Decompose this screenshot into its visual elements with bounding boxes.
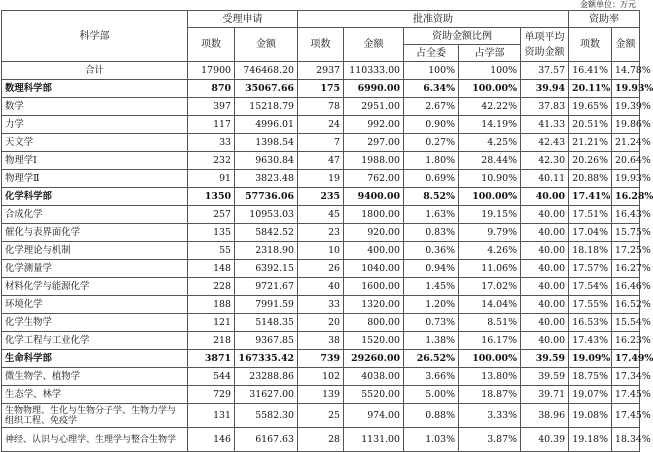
cell-ap-amount: 400.00 <box>344 242 404 260</box>
cell-rate-amount: 15.75% <box>612 224 640 242</box>
cell-app-count: 33 <box>188 134 235 152</box>
cell-share-total: 1.63% <box>404 206 459 224</box>
cell-avg: 42.43 <box>521 134 569 152</box>
header-row-1 <box>2 11 640 28</box>
cell-app-amount: 15218.79 <box>235 98 298 116</box>
cell-rate-amount: 16.27% <box>612 260 640 278</box>
cell-rate-amount: 16.43% <box>612 206 640 224</box>
cell-share-dept: 17.02% <box>459 278 521 296</box>
cell-share-total: 6.34% <box>404 80 459 98</box>
header-rate-amount: 金额 <box>612 28 640 62</box>
cell-share-dept: 8.51% <box>459 314 521 332</box>
discipline-row <box>2 134 640 152</box>
cell-app-count: 3871 <box>188 350 235 368</box>
discipline-row <box>2 260 640 278</box>
row-name: 材料化学与能源化学 <box>2 278 188 296</box>
cell-ap-count: 25 <box>298 404 344 428</box>
cell-share-dept: 42.22% <box>459 98 521 116</box>
cell-rate-amount: 20.64% <box>612 152 640 170</box>
cell-rate-count: 20.51% <box>569 116 612 134</box>
cell-share-total: 1.80% <box>404 152 459 170</box>
header-app-amount: 金额 <box>235 28 298 62</box>
row-name: 化学科学部 <box>2 188 188 206</box>
cell-app-amount: 35067.66 <box>235 80 298 98</box>
cell-rate-count: 19.65% <box>569 98 612 116</box>
cell-share-total: 0.83% <box>404 224 459 242</box>
row-name: 物理学Ⅰ <box>2 152 188 170</box>
cell-rate-amount: 19.86% <box>612 116 640 134</box>
cell-ap-amount: 297.00 <box>344 134 404 152</box>
cell-share-dept: 100.00% <box>459 188 521 206</box>
cell-share-dept: 3.87% <box>459 428 521 452</box>
cell-app-count: 1350 <box>188 188 235 206</box>
cell-rate-amount: 17.45% <box>612 386 640 404</box>
cell-rate-amount: 17.49% <box>612 350 640 368</box>
discipline-row <box>2 296 640 314</box>
cell-rate-amount: 19.39% <box>612 98 640 116</box>
row-name: 催化与表界面化学 <box>2 224 188 242</box>
cell-avg: 40.00 <box>521 296 569 314</box>
cell-share-total: 0.73% <box>404 314 459 332</box>
cell-ap-amount: 110333.00 <box>344 62 404 80</box>
cell-app-count: 55 <box>188 242 235 260</box>
discipline-row <box>2 98 640 116</box>
cell-rate-count: 20.26% <box>569 152 612 170</box>
cell-share-dept: 4.26% <box>459 242 521 260</box>
cell-share-total: 2.67% <box>404 98 459 116</box>
amount-unit-note: 金额单位：万元 <box>580 0 636 9</box>
cell-ap-amount: 1320.00 <box>344 296 404 314</box>
cell-app-amount: 6167.63 <box>235 428 298 452</box>
cell-app-amount: 4996.01 <box>235 116 298 134</box>
cell-ap-count: 45 <box>298 206 344 224</box>
cell-app-amount: 5582.30 <box>235 404 298 428</box>
cell-app-count: 135 <box>188 224 235 242</box>
cell-rate-amount: 17.34% <box>612 368 640 386</box>
cell-ap-count: 78 <box>298 98 344 116</box>
cell-share-dept: 100.00% <box>459 80 521 98</box>
cell-ap-amount: 762.00 <box>344 170 404 188</box>
cell-ap-amount: 800.00 <box>344 314 404 332</box>
cell-rate-amount: 16.23% <box>612 332 640 350</box>
cell-app-count: 870 <box>188 80 235 98</box>
cell-share-dept: 9.79% <box>459 224 521 242</box>
row-name: 合成化学 <box>2 206 188 224</box>
funding-statistics-table <box>1 10 653 452</box>
cell-share-dept: 100% <box>459 62 521 80</box>
cell-app-count: 117 <box>188 116 235 134</box>
discipline-row <box>2 224 640 242</box>
cell-app-count: 544 <box>188 368 235 386</box>
header-ap-amount: 金额 <box>344 28 404 62</box>
cell-rate-count: 19.18% <box>569 428 612 452</box>
cell-app-count: 232 <box>188 152 235 170</box>
cell-avg: 41.33 <box>521 116 569 134</box>
cell-share-total: 26.52% <box>404 350 459 368</box>
cell-ap-amount: 1600.00 <box>344 278 404 296</box>
cell-app-amount: 31627.00 <box>235 386 298 404</box>
cell-ap-count: 739 <box>298 350 344 368</box>
cell-avg: 40.00 <box>521 278 569 296</box>
department-summary-row <box>2 188 640 206</box>
cell-share-total: 1.38% <box>404 332 459 350</box>
cell-ap-amount: 1988.00 <box>344 152 404 170</box>
cell-share-total: 5.00% <box>404 386 459 404</box>
cell-app-count: 17900 <box>188 62 235 80</box>
cell-share-total: 0.90% <box>404 116 459 134</box>
cell-ap-count: 7 <box>298 134 344 152</box>
cell-rate-count: 19.09% <box>569 350 612 368</box>
cell-rate-count: 17.54% <box>569 278 612 296</box>
cell-app-amount: 5842.52 <box>235 224 298 242</box>
cell-share-total: 8.52% <box>404 188 459 206</box>
cell-app-amount: 7991.59 <box>235 296 298 314</box>
cell-app-amount: 1398.54 <box>235 134 298 152</box>
cell-rate-count: 19.08% <box>569 404 612 428</box>
cell-share-total: 1.20% <box>404 296 459 314</box>
cell-ap-count: 28 <box>298 428 344 452</box>
cell-share-total: 3.66% <box>404 368 459 386</box>
cell-avg: 40.00 <box>521 314 569 332</box>
cell-rate-amount: 19.93% <box>612 170 640 188</box>
cell-app-count: 188 <box>188 296 235 314</box>
cell-avg: 39.71 <box>521 386 569 404</box>
cell-rate-count: 17.04% <box>569 224 612 242</box>
cell-app-count: 729 <box>188 386 235 404</box>
row-name: 化学工程与工业化学 <box>2 332 188 350</box>
cell-ap-amount: 29260.00 <box>344 350 404 368</box>
cell-app-amount: 2318.90 <box>235 242 298 260</box>
cell-ap-amount: 1800.00 <box>344 206 404 224</box>
cell-rate-count: 20.88% <box>569 170 612 188</box>
cell-ap-count: 26 <box>298 260 344 278</box>
row-name: 物理学Ⅱ <box>2 170 188 188</box>
cell-ap-count: 47 <box>298 152 344 170</box>
cell-avg: 39.94 <box>521 80 569 98</box>
cell-share-total: 0.94% <box>404 260 459 278</box>
cell-ap-count: 20 <box>298 314 344 332</box>
cell-rate-amount: 15.54% <box>612 314 640 332</box>
cell-ap-count: 139 <box>298 386 344 404</box>
cell-app-count: 257 <box>188 206 235 224</box>
cell-app-amount: 9367.85 <box>235 332 298 350</box>
discipline-row <box>2 428 640 452</box>
cell-app-count: 146 <box>188 428 235 452</box>
header-share-total: 占全委 <box>404 45 459 62</box>
cell-app-amount: 9721.67 <box>235 278 298 296</box>
discipline-row <box>2 386 640 404</box>
cell-rate-count: 17.55% <box>569 296 612 314</box>
row-name: 化学测量学 <box>2 260 188 278</box>
cell-ap-amount: 5520.00 <box>344 386 404 404</box>
discipline-row <box>2 368 640 386</box>
cell-avg: 40.00 <box>521 332 569 350</box>
cell-avg: 37.57 <box>521 62 569 80</box>
cell-rate-count: 17.57% <box>569 260 612 278</box>
cell-ap-amount: 9400.00 <box>344 188 404 206</box>
cell-ap-count: 19 <box>298 170 344 188</box>
cell-avg: 38.96 <box>521 404 569 428</box>
cell-rate-count: 16.41% <box>569 62 612 80</box>
row-name: 力学 <box>2 116 188 134</box>
cell-ap-amount: 6990.00 <box>344 80 404 98</box>
header-avg: 单项平均资助金额 <box>521 28 569 62</box>
header-ap-count: 项数 <box>298 28 344 62</box>
cell-app-count: 148 <box>188 260 235 278</box>
cell-ap-count: 102 <box>298 368 344 386</box>
cell-rate-amount: 18.34% <box>612 428 640 452</box>
cell-share-total: 0.88% <box>404 404 459 428</box>
cell-share-dept: 4.25% <box>459 134 521 152</box>
cell-share-dept: 28.44% <box>459 152 521 170</box>
header-share: 资助金额比例 <box>404 28 521 45</box>
department-summary-row <box>2 80 640 98</box>
header-rate: 资助率 <box>569 11 640 28</box>
cell-rate-amount: 17.25% <box>612 242 640 260</box>
cell-rate-count: 20.11% <box>569 80 612 98</box>
cell-share-dept: 3.33% <box>459 404 521 428</box>
cell-share-total: 1.45% <box>404 278 459 296</box>
cell-ap-amount: 1131.00 <box>344 428 404 452</box>
cell-share-dept: 18.87% <box>459 386 521 404</box>
cell-ap-count: 24 <box>298 116 344 134</box>
cell-ap-count: 235 <box>298 188 344 206</box>
discipline-row <box>2 242 640 260</box>
cell-ap-count: 10 <box>298 242 344 260</box>
discipline-row <box>2 116 640 134</box>
cell-app-amount: 746468.20 <box>235 62 298 80</box>
cell-ap-amount: 2951.00 <box>344 98 404 116</box>
cell-share-dept: 10.90% <box>459 170 521 188</box>
header-applications: 受理申请 <box>188 11 298 28</box>
cell-app-amount: 167335.42 <box>235 350 298 368</box>
header-app-count: 项数 <box>188 28 235 62</box>
cell-app-count: 121 <box>188 314 235 332</box>
discipline-row <box>2 314 640 332</box>
cell-ap-amount: 1520.00 <box>344 332 404 350</box>
cell-app-count: 218 <box>188 332 235 350</box>
cell-ap-amount: 1040.00 <box>344 260 404 278</box>
discipline-row <box>2 152 640 170</box>
discipline-row <box>2 206 640 224</box>
cell-rate-amount: 19.93% <box>612 80 640 98</box>
cell-avg: 39.59 <box>521 368 569 386</box>
cell-app-amount: 5148.35 <box>235 314 298 332</box>
discipline-row <box>2 404 640 428</box>
cell-ap-amount: 992.00 <box>344 116 404 134</box>
cell-ap-count: 33 <box>298 296 344 314</box>
cell-share-dept: 14.19% <box>459 116 521 134</box>
cell-avg: 40.00 <box>521 260 569 278</box>
cell-rate-amount: 16.52% <box>612 296 640 314</box>
cell-avg: 40.39 <box>521 428 569 452</box>
cell-avg: 39.59 <box>521 350 569 368</box>
discipline-row <box>2 278 640 296</box>
discipline-row <box>2 332 640 350</box>
cell-app-amount: 10953.03 <box>235 206 298 224</box>
cell-share-dept: 11.06% <box>459 260 521 278</box>
cell-avg: 40.11 <box>521 170 569 188</box>
cell-rate-amount: 14.78% <box>612 62 640 80</box>
cell-app-count: 228 <box>188 278 235 296</box>
cell-share-total: 0.69% <box>404 170 459 188</box>
row-name: 微生物学、植物学 <box>2 368 188 386</box>
cell-rate-amount: 16.28% <box>612 188 640 206</box>
cell-share-total: 1.03% <box>404 428 459 452</box>
row-name: 数理科学部 <box>2 80 188 98</box>
cell-avg: 37.83 <box>521 98 569 116</box>
cell-app-count: 397 <box>188 98 235 116</box>
table-body <box>2 11 653 452</box>
cell-avg: 40.00 <box>521 224 569 242</box>
cell-ap-amount: 920.00 <box>344 224 404 242</box>
cell-app-count: 91 <box>188 170 235 188</box>
cell-rate-amount: 17.45% <box>612 404 640 428</box>
cell-rate-count: 19.07% <box>569 386 612 404</box>
cell-rate-amount: 16.46% <box>612 278 640 296</box>
cell-ap-count: 38 <box>298 332 344 350</box>
cell-avg: 42.30 <box>521 152 569 170</box>
department-summary-row <box>2 350 640 368</box>
cell-rate-count: 16.53% <box>569 314 612 332</box>
cell-rate-count: 18.18% <box>569 242 612 260</box>
cell-share-dept: 13.80% <box>459 368 521 386</box>
cell-share-dept: 16.17% <box>459 332 521 350</box>
row-name: 合计 <box>2 62 188 80</box>
row-name: 神经、认识与心理学、生理学与整合生物学 <box>2 428 188 452</box>
cell-app-amount: 6392.15 <box>235 260 298 278</box>
row-name: 天文学 <box>2 134 188 152</box>
cell-ap-amount: 974.00 <box>344 404 404 428</box>
row-name: 生态学、林学 <box>2 386 188 404</box>
cell-app-amount: 9630.84 <box>235 152 298 170</box>
row-name: 化学生物学 <box>2 314 188 332</box>
row-name: 生命科学部 <box>2 350 188 368</box>
cell-share-total: 100% <box>404 62 459 80</box>
row-name: 环境化学 <box>2 296 188 314</box>
cell-share-dept: 100.00% <box>459 350 521 368</box>
cell-rate-count: 17.51% <box>569 206 612 224</box>
cell-ap-amount: 4038.00 <box>344 368 404 386</box>
cell-avg: 40.00 <box>521 242 569 260</box>
cell-avg: 40.00 <box>521 206 569 224</box>
row-name: 数学 <box>2 98 188 116</box>
cell-rate-amount: 21.24% <box>612 134 640 152</box>
header-department: 科学部 <box>2 11 188 62</box>
header-share-dept: 占学部 <box>459 45 521 62</box>
cell-app-amount: 57736.06 <box>235 188 298 206</box>
header-rate-count: 项数 <box>569 28 612 62</box>
row-name: 生物物理、生化与生物分子学、生物力学与组织工程、免疫学 <box>2 404 188 428</box>
row-name: 化学理论与机制 <box>2 242 188 260</box>
cell-app-amount: 3823.48 <box>235 170 298 188</box>
cell-share-total: 0.36% <box>404 242 459 260</box>
cell-ap-count: 175 <box>298 80 344 98</box>
cell-share-dept: 14.04% <box>459 296 521 314</box>
cell-ap-count: 40 <box>298 278 344 296</box>
cell-avg: 40.00 <box>521 188 569 206</box>
cell-rate-count: 17.43% <box>569 332 612 350</box>
cell-ap-count: 23 <box>298 224 344 242</box>
cell-app-amount: 23288.86 <box>235 368 298 386</box>
cell-rate-count: 18.75% <box>569 368 612 386</box>
cell-share-dept: 19.15% <box>459 206 521 224</box>
cell-ap-count: 2937 <box>298 62 344 80</box>
cell-rate-count: 17.41% <box>569 188 612 206</box>
cell-share-total: 0.27% <box>404 134 459 152</box>
total-row <box>2 62 640 80</box>
cell-app-count: 131 <box>188 404 235 428</box>
discipline-row <box>2 170 640 188</box>
header-approved: 批准资助 <box>298 11 569 28</box>
cell-rate-count: 21.21% <box>569 134 612 152</box>
